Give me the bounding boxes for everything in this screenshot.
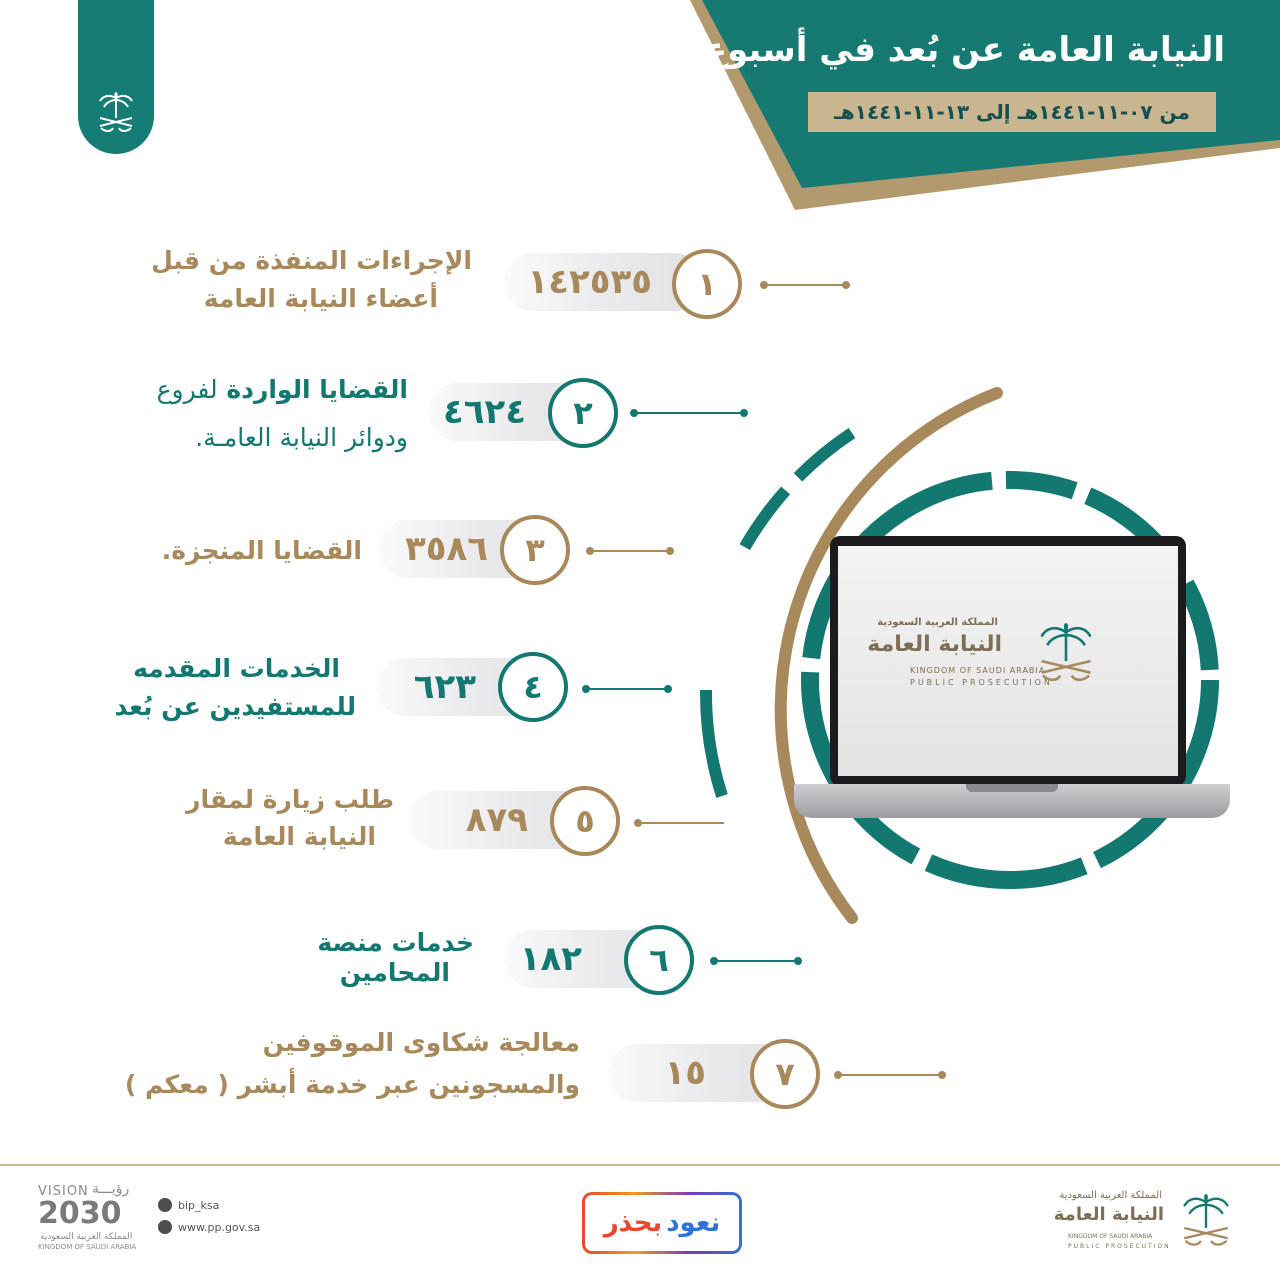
stat-6-label-2: المحامين [339,958,450,987]
stat-5-value: ٨٧٩ [465,800,528,840]
stat-1-dot [760,281,768,289]
stat-6-line [716,960,798,962]
stat-4-line [588,688,668,690]
twitter-handle: bip_ksa [178,1198,220,1212]
stat-3-dot [586,547,594,555]
twitter-icon [158,1198,172,1212]
stat-5-line [640,822,724,824]
stat-5-number: ٥ [550,786,620,856]
stat-1-dot-end [842,281,850,289]
stat-3-label-1: القضايا المنجزة. [161,536,362,565]
screen-pp-en: PUBLIC PROSECUTION [910,678,1053,687]
screen-pp-ar: النيابة العامة [867,632,1002,657]
pp-kingdom-en: KINGDOM OF SAUDI ARABIA [1068,1233,1153,1240]
stat-4-number: ٤ [498,652,568,722]
vision-year: 2030 [38,1196,122,1231]
stat-7-dot [834,1071,842,1079]
pp-kingdom-ar: المملكة العربية السعودية [1059,1190,1162,1201]
twitter-link[interactable] [158,1198,219,1212]
stat-3-number: ٣ [500,515,570,585]
stat-2-line [636,412,744,414]
screen-emblem-icon [1030,612,1102,690]
pp-name-ar: النيابة العامة [1053,1204,1164,1225]
stat-2-value: ٤٦٢٤ [442,392,526,432]
screen-kingdom-en: KINGDOM OF SAUDI ARABIA [910,666,1046,675]
laptop-notch [966,784,1058,792]
website-url: www.pp.gov.sa [178,1220,261,1234]
campaign-word-2: بحذر [603,1208,663,1238]
stat-6-label-1: خدمات منصة [317,928,474,957]
stat-2-label-1 [157,373,408,407]
stat-3-dot-end [666,547,674,555]
stat-6-dot-end [794,957,802,965]
vision-ar: رؤيـــة [92,1181,130,1197]
stat-6-value: ١٨٢ [519,939,582,979]
stat-1-line [766,284,846,286]
vision-kingdom-ar: المملكة العربية السعودية [40,1232,133,1242]
laptop-display [838,546,1178,776]
website-link[interactable] [158,1220,260,1234]
footer-divider [0,1164,1280,1166]
vision-en: VISION [38,1184,89,1199]
screen-kingdom-ar: المملكة العربية السعودية [877,617,998,628]
stat-2-dot-end [740,409,748,417]
pp-name-en: PUBLIC PROSECUTION [1068,1243,1171,1250]
stat-1-label-1: الإجراءات المنفذة من قبل [151,246,472,275]
stat-7-value: ١٥ [664,1053,706,1093]
stat-2-label-rest: لفروع [156,375,218,404]
globe-icon [158,1220,172,1234]
stat-7-number: ٧ [750,1039,820,1109]
stat-7-label-1: معالجة شكاوى الموقوفين [262,1028,580,1057]
stat-7-label-2: والمسجونين عبر خدمة أبشر ( معكم ) [124,1070,580,1099]
stat-2-label-bold: القضايا الواردة [226,375,408,404]
stat-3-value: ٣٥٨٦ [404,529,488,569]
page-title: النيابة العامة عن بُعد في أسبوع [703,30,1225,70]
stat-4-dot-end [664,685,672,693]
campaign-word-1: نعود [666,1208,721,1238]
stat-2-label-2: ودوائر النيابة العامـة. [195,423,408,452]
pp-emblem-icon [1174,1186,1238,1252]
stat-6-number: ٦ [624,925,694,995]
stat-4-label-2: للمستفيدين عن بُعد [114,692,356,721]
stat-7-line [840,1074,942,1076]
stat-1-number: ١ [672,249,742,319]
stat-3-line [592,550,670,552]
stat-2-dot [630,409,638,417]
stat-5-dot [634,819,642,827]
campaign-badge [582,1192,742,1254]
vision-kingdom-en: KINGDOM OF SAUDI ARABIA [38,1243,137,1251]
stat-1-value: ١٤٢٥٣٥ [527,262,652,302]
stat-5-label-2: النيابة العامة [222,822,376,851]
stat-2-number: ٢ [548,378,618,448]
stat-7-dot-end [938,1071,946,1079]
date-range: من ٠٧-١١-١٤٤١هـ إلى ١٣-١١-١٤٤١هـ [808,92,1216,132]
stat-4-dot [582,685,590,693]
stat-4-value: ٦٢٣ [413,667,476,707]
stat-1-label-2: أعضاء النيابة العامة [203,284,438,313]
stat-5-label-1: طلب زيارة لمقار [186,785,394,814]
stat-6-dot [710,957,718,965]
stat-4-label-1: الخدمات المقدمه [133,654,340,683]
